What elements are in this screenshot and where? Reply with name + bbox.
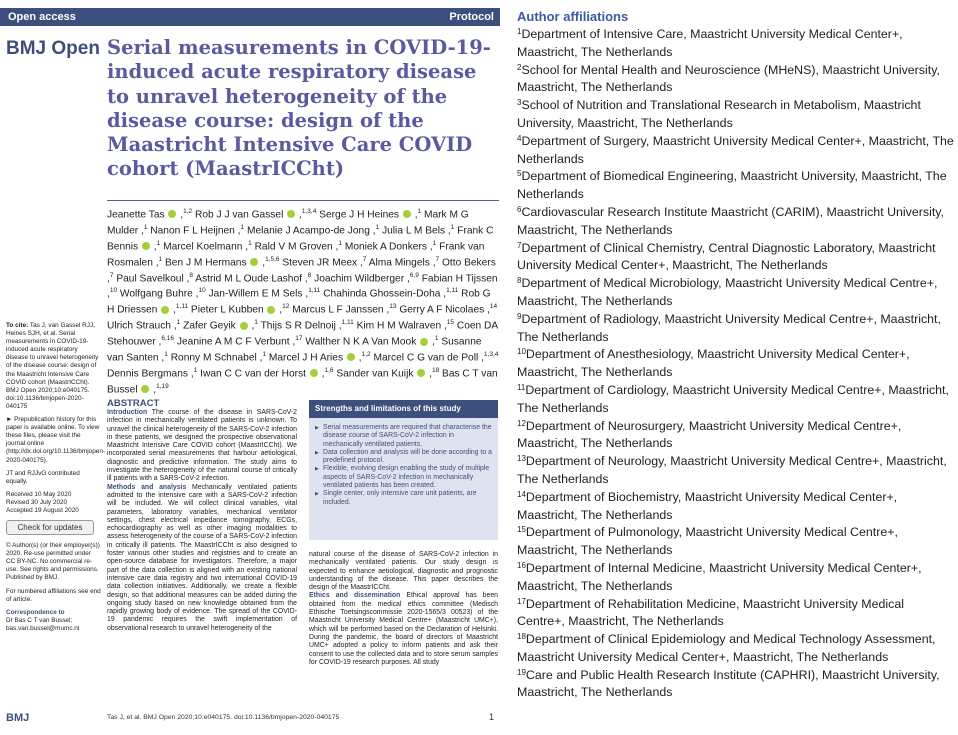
strengths-item: ▶ Serial measurements are required that characterise the disease course of SARS-CoV-2 infection in mechanically ventilated patients. — [315, 424, 493, 449]
author-affiliation-marker: 1,2 — [361, 351, 371, 359]
affiliation-item — [517, 62, 955, 98]
author-affiliation-marker: 1 — [176, 319, 181, 327]
affiliation-item — [517, 453, 955, 489]
author-name: Marcel Koelmann — [163, 241, 243, 253]
affiliations-heading: Author affiliations — [517, 9, 629, 24]
author-name: Julia L M Bels — [382, 225, 446, 237]
author-name: Chahinda Ghossein-Doha — [323, 288, 441, 300]
affiliation-item — [517, 311, 955, 347]
author-affiliation-marker: 1 — [375, 223, 380, 231]
author-name: Jeanette Tas — [107, 209, 165, 221]
author-name: Marcel J H Aries — [268, 352, 344, 364]
author-name: Sander van Kuijk — [336, 368, 414, 380]
orcid-icon[interactable] — [250, 258, 258, 266]
author-name: Alma Mingels — [368, 257, 430, 269]
author-name: Ben J M Hermans — [165, 257, 247, 269]
affiliation-number: 10 — [517, 347, 526, 357]
author-affiliation-marker: 1 — [143, 223, 148, 231]
affiliation-item — [517, 596, 955, 632]
author-affiliation-marker: 17 — [295, 335, 303, 343]
orcid-icon[interactable] — [240, 322, 248, 330]
footer-logo: BMJ — [6, 712, 30, 724]
affiliation-text: School for Mental Health and Neuroscience (MHeNS), Maastricht University, Maastricht, The Netherlands — [517, 62, 940, 95]
affiliation-number: 1 — [517, 27, 522, 36]
strengths-heading: Strengths and limitations of this study — [309, 400, 498, 418]
author-name: Frank C Bennis — [107, 225, 494, 253]
correspondence-block — [6, 609, 101, 633]
author-name: Serge J H Heines — [319, 209, 400, 221]
affiliation-item — [517, 524, 955, 560]
affiliation-text: Department of Intensive Care, Maastricht University Medical Center+, Maastricht, The Netherlands — [517, 27, 903, 59]
author-name: Marcel C G van de Poll — [373, 352, 479, 364]
cite-label: To cite: — [6, 322, 29, 329]
author-affiliation-marker: 1 — [254, 319, 258, 327]
affiliation-item — [517, 133, 955, 169]
orcid-icon[interactable] — [420, 338, 428, 346]
strengths-item: ▶ Data collection and analysis will be done according to a predefined protocol. — [315, 449, 493, 466]
author-affiliation-marker: 6,9 — [409, 271, 419, 279]
correspondence-name: Dr Bas C T van Bussel; — [6, 616, 73, 624]
affiliation-text: Department of Neurosurgery, Maastricht University Medical Centre+, Maastricht, The Netherlands — [517, 418, 902, 451]
affiliation-item — [517, 560, 955, 596]
author-affiliation-marker: 1,3,4 — [483, 351, 499, 359]
author-name: Moniek A Donkers — [344, 241, 427, 253]
affiliation-text: School of Nutrition and Translational Research in Metabolism, Maastricht University, Maastricht, The Netherlands — [517, 98, 921, 130]
abstract-column-1 — [107, 409, 297, 633]
author-name: Dennis Bergmans — [107, 368, 188, 380]
affiliation-text: Department of Clinical Epidemiology and Medical Technology Assessment, Maastricht University Medical Center+, Maastricht, The Netherlands — [517, 632, 936, 664]
affiliation-text: Cardiovascular Research Institute Maastricht (CARIM), Maastricht University, Maastricht, The Netherlands — [517, 204, 944, 237]
author-name: Iwan C C van der Horst — [200, 368, 306, 380]
author-affiliation-marker: 14 — [489, 303, 498, 311]
author-affiliation-marker: 1 — [248, 239, 252, 247]
affiliation-item — [517, 418, 955, 454]
affiliation-text: Care and Public Health Research Institute (CAPHRI), Maastricht University, Maastricht, The Netherlands — [517, 667, 940, 700]
author-affiliation-marker: 1 — [156, 239, 161, 247]
affiliation-number: 6 — [517, 204, 522, 214]
author-name: Rob G H Driessen — [107, 288, 491, 316]
author-name: Pieter L Kubben — [190, 304, 264, 316]
author-name: Joachim Wildberger — [314, 272, 405, 284]
affiliation-item — [517, 97, 955, 133]
open-access-label: Open access — [8, 11, 76, 23]
author-affiliation-marker: 1,11 — [175, 303, 189, 311]
title-divider — [107, 200, 499, 201]
journal-logo: BMJ Open — [6, 38, 100, 59]
affiliation-number: 9 — [517, 311, 522, 321]
affiliation-item — [517, 26, 955, 62]
author-affiliation-marker: 7 — [362, 255, 367, 263]
author-name: Coen DA Stehouwer — [107, 320, 498, 348]
check-for-updates-button[interactable]: Check for updates — [6, 520, 94, 535]
orcid-icon[interactable] — [417, 369, 425, 377]
abstract-heading: ABSTRACT — [107, 398, 160, 409]
introduction-label: Introduction — [107, 409, 148, 416]
author-name: Frank van Rosmalen — [107, 241, 485, 269]
affiliation-number: 13 — [517, 454, 526, 464]
author-affiliation-marker: 1 — [158, 255, 163, 263]
cite-text: Tas J, van Gassel RJJ, Heines SJH, et al. Serial measurements in COVID-19-induced acute respiratory disease to unravel heterogeneity of the disease course: design of the Maastricht Intensive Care COVID cohort (MaastrICCht). BMJ Open 2020;10:e040175. doi:10.1136/bmjopen-2020-040175 — [6, 322, 99, 410]
author-affiliation-marker: 1,3,4 — [301, 208, 317, 215]
author-affiliation-marker: 1 — [432, 239, 437, 247]
article-type-label: Protocol — [449, 11, 494, 23]
orcid-icon[interactable] — [161, 306, 169, 314]
affiliation-number: 19 — [517, 667, 526, 677]
author-affiliation-marker: 8 — [307, 271, 312, 279]
affiliation-number: 16 — [517, 560, 526, 570]
orcid-icon[interactable] — [168, 210, 176, 218]
author-affiliation-marker: 1 — [417, 208, 422, 215]
affiliation-item — [517, 667, 955, 703]
affiliation-item — [517, 346, 955, 382]
author-affiliation-marker: 15 — [446, 319, 455, 327]
affiliation-text: Department of Neurology, Maastricht University Medical Centre+, Maastricht, The Netherlands — [517, 454, 947, 486]
ethics-text: Ethical approval has been obtained from the medical ethics committee (Medisch Ethische Toetsingscommissie 2020-1565/3 00523) of the Maastricht University Medical Centre+ (Maastricht UMC+), which will be performed based on the Declaration of Helsinki. During the pandemic, the board of directors of Maastricht UMC+ adopted a policy to inform patients and ask their consent to use the collected data and to store serum samples for COVID-19 research purposes. All study — [309, 592, 498, 666]
strengths-limitations-box — [309, 400, 498, 540]
author-affiliation-marker: 10 — [109, 287, 118, 295]
citation-block — [6, 322, 101, 411]
author-affiliation-marker: 1,2 — [183, 208, 193, 215]
author-affiliation-marker: 1 — [338, 239, 342, 247]
introduction-text: The course of the disease in SARS-CoV-2 infection in mechanically ventilated patients is unknown. To unravel the clinical heterogeneity of the SARS-CoV-2 infection in these patients, we designed the prospective observational Maastricht Intensive Care COVID cohort (MaastrICCht). We incorporated serial measurements that harbour aetiological, diagnostic and predictive information. The study aims to investigate the heterogeneity of the natural course of critically ill patients with a SARS-CoV-2 infection. — [107, 409, 297, 483]
affiliation-item — [517, 204, 955, 240]
author-affiliation-marker: 1 — [240, 223, 245, 231]
methods-label: Methods and analysis — [107, 483, 187, 491]
author-name: Rob J J van Gassel — [195, 209, 284, 221]
orcid-icon[interactable] — [347, 353, 355, 361]
author-name: Kim H M Walraven — [356, 320, 442, 332]
strengths-item: ▶ Flexible, evolving design enabling the study of multiple aspects of SARS-CoV-2 infection in mechanically ventilated patients has been created. — [315, 465, 493, 490]
equal-contribution-note: JT and RJJvG contributed equally. — [6, 469, 80, 485]
author-affiliation-marker: 13 — [389, 303, 397, 311]
affiliation-number: 5 — [517, 169, 522, 179]
affiliation-item — [517, 631, 955, 667]
author-name: Jan-Willem E M Sels — [208, 288, 303, 300]
author-name: Thijs S R Delnoij — [260, 320, 336, 332]
affiliations-list — [517, 26, 955, 702]
orcid-icon[interactable] — [141, 385, 149, 393]
orcid-icon[interactable] — [403, 210, 411, 218]
abstract-continued-text: natural course of the disease of SARS-CoV-2 infection in mechanically ventilated patients. Our study design is expected to enhance aetiological, diagnostic and prognostic understanding of the disease. This paper describes the design of the MaastrICCht. — [309, 551, 498, 592]
received-date: Received 10 May 2020 — [6, 490, 72, 498]
author-name: Marcus L F Janssen — [292, 304, 384, 316]
orcid-icon[interactable] — [142, 242, 150, 250]
author-list: Jeanette Tas ,$^{1,2}$ Rob J J van Gassel ,$^{1,3,4}$ Serge J H Heines ,$^1$ Mark M G Mulder ,$^1$ Nanon F L Heijnen ,$^1$ Melanie J Acampo-de Jong ,$^1$ Julia L M Bels ,$^1$ Frank C Bennis ,$^1$ Marcel Koelmann ,$^1$ Rald V M Groven ,$^1$ Moniek A Donkers ,$^1$ Frank van Rosmalen ,$^1$ Ben J M Hermans ,$^{1,5,6}$ Steven JR Meex ,$^7$ Alma Mingels ,$^7$ Otto Bekers ,$^7$ Paul Savelkoul ,$^8$ Astrid M L Oude Lashof ,$^8$ Joachim Wildberger ,$^{6,9}$ Fabian H Tijssen ,$^{10}$ Wolfgang Buhre ,$^{10}$ Jan-Willem E M Sels ,$^{1,11}$ Chahinda Ghossein-Doha ,$^{1,11}$ Rob G H Driessen ,$^{1,11}$ Pieter L Kubben ,$^{12}$ Marcus L F Janssen ,$^{13}$ Gerry A F Nicolaes ,$^{14}$ Ulrich Strauch ,$^1$ Zafer Geyik ,$^1$ Thijs S R Delnoij ,$^{1,11}$ Kim H M Walraven ,$^{15}$ Coen DA Stehouwer ,$^{6,16}$ Jeanine A M C F Verbunt ,$^{17}$ Walther N K A Van Mook ,$^1$ Susanne van Santen ,$^1$ Ronny M Schnabel ,$^1$ Marcel J H Aries ,$^{1,2}$ Marcel C G van de Poll ,$^{1,3,4}$ Dennis Bergmans ,$^1$ Iwan C C van der Horst ,$^{1,6}$ Sander van Kuijk ,$^{18}$ Bas C T van Bussel ,$^{1,19}$ — [107, 208, 499, 396]
author-name: Astrid M L Oude Lashof — [195, 272, 302, 284]
author-name: Mark M G Mulder — [107, 209, 469, 237]
author-affiliation-marker: 8 — [189, 271, 194, 279]
affiliation-text: Department of Radiology, Maastricht University Medical Centre+, Maastricht, The Netherlands — [517, 311, 941, 344]
affiliation-number: 11 — [517, 382, 526, 392]
affiliation-number: 7 — [517, 240, 522, 250]
affiliation-number: 3 — [517, 98, 522, 108]
article-sidebar — [6, 322, 105, 638]
affiliation-text: Department of Pulmonology, Maastricht University Medical Centre+, Maastricht, The Netherlands — [517, 525, 898, 558]
author-affiliation-marker: 7 — [435, 255, 440, 263]
affiliation-number: 18 — [517, 632, 526, 642]
author-name: Ulrich Strauch — [107, 320, 171, 332]
author-name: Ronny M Schnabel — [170, 352, 257, 364]
author-name: Steven JR Meex — [282, 257, 358, 269]
copyright-note: © Author(s) (or their employer(s)) 2020. Re-use permitted under CC BY-NC. No commercial re-use. See rights and permissions. Published by BMJ. — [6, 542, 100, 582]
author-affiliation-marker: 1,11 — [308, 287, 321, 295]
affiliation-text: Department of Biochemistry, Maastricht University Medical Center+, Maastricht, The Netherlands — [517, 489, 898, 522]
author-name: Gerry A F Nicolaes — [399, 304, 485, 316]
affiliations-note: For numbered affiliations see end of article. — [6, 587, 101, 603]
author-affiliation-marker: 7 — [109, 271, 114, 279]
author-affiliation-marker: 1,19 — [156, 382, 169, 390]
author-affiliation-marker: 18 — [431, 366, 440, 374]
right-page — [508, 0, 958, 735]
author-affiliation-marker: 1,6 — [324, 366, 334, 374]
affiliation-item — [517, 168, 955, 204]
author-affiliation-marker: 1,5,6 — [265, 255, 280, 263]
author-affiliation-marker: 12 — [282, 303, 290, 311]
methods-text: Mechanically ventilated patients admitted to the intensive care with a SARS-CoV-2 infection will be included. We will collect clinical variables, vital parameters, laboratory variables, mechanical ventilator settings, chest electrical impedance tomography, ECGs, echocardiography as well as other imaging modalities to assess heterogeneity of the course of a SARS-CoV-2 infection in critically ill patients. The MaastrICCht is also designed to foster various other studies and registries and to create an open-source database for investigators. Therefore, a major part of the data collection is aligned with an existing national intensive care data registry and two international COVID-19 data collection initiatives. Additionally, we create a flexible design, so that additional measures can be added during the ongoing study based on new knowledge obtained from the rapidly growing body of evidence. The spread of the COVID-19 pandemic requires the swift implementation of observational research to unravel heterogeneity of the — [107, 483, 297, 632]
ethics-label: Ethics and dissemination — [309, 592, 401, 600]
affiliation-item — [517, 275, 955, 311]
article-title: Serial measurements in COVID-19-induced acute respiratory disease to unravel heterogeneity of the disease course: design of the Maastricht Intensive Care COVID cohort (MaastrICCht) — [107, 36, 491, 181]
affiliation-text: Department of Anesthesiology, Maastricht University Medical Center+, Maastricht, The Netherlands — [517, 347, 910, 380]
strengths-list — [315, 424, 493, 507]
abstract-column-2 — [309, 551, 498, 667]
affiliation-number: 12 — [517, 418, 526, 428]
affiliation-number: 4 — [517, 133, 522, 143]
author-name: Otto Bekers — [442, 257, 496, 269]
affiliation-item — [517, 382, 955, 418]
footer-citation: Tas J, et al. BMJ Open 2020;10:e040175. doi:10.1136/bmjopen-2020-040175 — [107, 714, 340, 721]
author-name: Melanie J Acampo-de Jong — [247, 225, 370, 237]
affiliation-text: Department of Surgery, Maastricht University Medical Center+, Maastricht, The Netherlands — [517, 133, 954, 166]
author-affiliation-marker: 1 — [193, 366, 198, 374]
author-affiliation-marker: 1 — [164, 351, 168, 359]
affiliation-text: Department of Cardiology, Maastricht University Medical Centre+, Maastricht, The Netherlands — [517, 382, 949, 415]
prepublication-note: ► Prepublication history for this paper is available online. To view these files, please visit the journal online (http://dx.doi.org/10.1136/bmjopen-2020-040175). — [6, 416, 105, 464]
strengths-item: ▶ Single center, only intensive care unit patients, are included. — [315, 490, 493, 507]
orcid-icon[interactable] — [310, 369, 318, 377]
author-affiliation-marker: 1 — [434, 335, 439, 343]
author-name: Nanon F L Heijnen — [150, 225, 235, 237]
affiliation-item — [517, 240, 955, 276]
correspondence-email[interactable]: bas.van.bussel@mumc.nl — [6, 624, 80, 632]
affiliation-number: 15 — [517, 525, 526, 535]
page-number: 1 — [489, 712, 495, 722]
affiliation-number: 17 — [517, 596, 526, 606]
affiliation-text: Department of Biomedical Engineering, Maastricht University, Maastricht, The Netherlands — [517, 169, 947, 202]
journal-header-bar — [0, 8, 500, 26]
author-affiliation-marker: 1,11 — [341, 319, 354, 327]
orcid-icon[interactable] — [267, 306, 275, 314]
affiliation-text: Department of Medical Microbiology, Maastricht University Medical Centre+, Maastricht, The Netherlands — [517, 276, 938, 308]
author-name: Zafer Geyik — [183, 320, 236, 332]
author-affiliation-marker: 10 — [198, 287, 206, 295]
author-affiliation-marker: 1 — [262, 351, 267, 359]
author-name: Bas C T van Bussel — [107, 368, 498, 396]
affiliation-number: 14 — [517, 489, 526, 499]
revised-date: Revised 30 July 2020 — [6, 498, 68, 506]
affiliation-item — [517, 489, 955, 525]
orcid-icon[interactable] — [287, 210, 295, 218]
author-affiliation-marker: 1 — [450, 223, 455, 231]
author-name: Jeanine A M C F Verbunt — [176, 336, 290, 348]
author-affiliation-marker: 6,16 — [161, 335, 175, 343]
affiliation-text: Department of Clinical Chemistry, Central Diagnostic Laboratory, Maastricht University Medical Center+, Maastricht, The Netherlands — [517, 240, 936, 273]
affiliation-number: 2 — [517, 62, 522, 72]
affiliation-number: 8 — [517, 276, 522, 286]
affiliation-text: Department of Internal Medicine, Maastricht University Medical Center+, Maastricht, The Netherlands — [517, 560, 922, 593]
correspondence-title: Correspondence to — [6, 608, 65, 616]
author-affiliation-marker: 1,11 — [446, 287, 459, 295]
author-name: Fabian H Tijssen — [421, 272, 498, 284]
author-name: Walther N K A Van Mook — [305, 336, 417, 348]
author-name: Wolfgang Buhre — [119, 288, 193, 300]
author-name: Susanne van Santen — [107, 336, 482, 364]
author-name: Rald V M Groven — [254, 241, 333, 253]
dates-block — [6, 491, 101, 515]
accepted-date: Accepted 19 August 2020 — [6, 506, 79, 514]
author-name: Paul Savelkoul — [116, 272, 184, 284]
affiliation-text: Department of Rehabilitation Medicine, Maastricht University Medical Centre+, Maastricht, The Netherlands — [517, 596, 904, 629]
